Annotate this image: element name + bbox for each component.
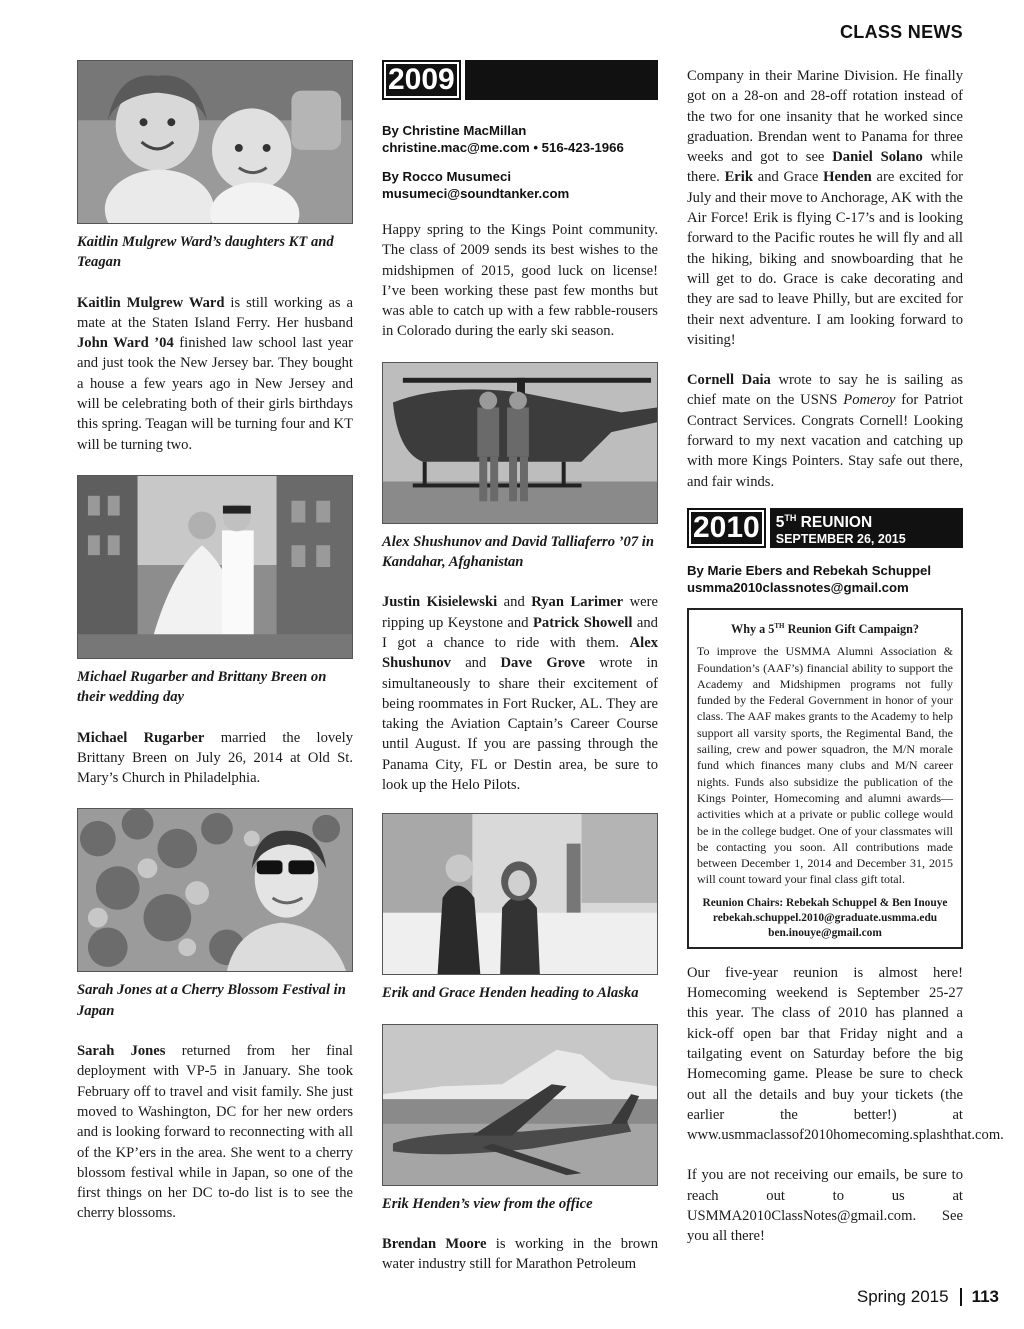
issue-label: Spring 2015 bbox=[856, 1287, 949, 1306]
photo-helicopter bbox=[382, 362, 658, 524]
reunion-label: 5TH REUNION bbox=[775, 512, 873, 532]
paragraph-2009-news: Justin Kisielewski and Ryan Larimer were ripping up Keystone and Patrick Showell and I got a chance to ride with them. Alex Shushunov and Dave Grove wrote in simultaneously to share their excitement of being roommates in Fort Rucker, AL. They are taking the Aviation Captain’s Career Course until August. If you are passing through the Panama City, FL or Destin area, be sure to look up the Helo Pilots. bbox=[382, 594, 658, 794]
byline-musumeci bbox=[382, 168, 658, 202]
gift-campaign-contacts bbox=[697, 896, 953, 941]
chair-email-2: ben.inouye@gmail.com bbox=[768, 926, 882, 939]
year-header-2010 bbox=[687, 508, 963, 548]
chair-email-1: rebekah.schuppel.2010@graduate.usmma.edu bbox=[712, 911, 938, 924]
year-label: 2009 bbox=[382, 60, 461, 100]
paragraph-moore-henden: Company in their Marine Division. He finally got on a 28-on and 28-off rotation instead of the two for one insanity that he worked since graduation. Brendan went to Panama for three weeks and got to see Daniel Solano while there. Erik and Grace Henden are excited for July and their move to Anchorage, AK with the Air Force! Erik is flying C-17’s and is looking forward to the Pacific routes he will fly and all the hiking, biking and snowboarding that he will get to do. Grace is cake decorating and they are sad to leave Philly, but are excited for their next adventure. I am looking forward to visiting! bbox=[687, 68, 964, 348]
year-header-bar bbox=[465, 60, 658, 100]
column-1 bbox=[77, 60, 353, 1244]
year-header-2009 bbox=[382, 60, 658, 100]
gift-campaign-box bbox=[687, 608, 963, 949]
paragraph-brendan-moore: Brendan Moore is working in the brown water industry still for Marathon Petroleum bbox=[382, 1235, 658, 1273]
photo-c17-aircraft bbox=[382, 1024, 658, 1186]
page-footer bbox=[857, 1287, 999, 1307]
reunion-chairs: Reunion Chairs: Rebekah Schuppel & Ben Inouye bbox=[702, 896, 948, 909]
photo-hendens-snow bbox=[382, 813, 658, 975]
year-label: 2010 bbox=[687, 508, 766, 548]
caption-rugarber-wedding: Michael Rugarber and Brittany Breen on their wedding day bbox=[77, 668, 327, 706]
byline-name: By Christine MacMillan bbox=[382, 123, 527, 138]
footer-divider bbox=[960, 1288, 962, 1306]
reunion-banner bbox=[770, 508, 963, 548]
column-3 bbox=[687, 66, 1004, 1267]
paragraph-sarah-jones: Sarah Jones returned from her final deployment with VP-5 in January. She took February off to travel and visit family. She just moved to Washington, DC for her new orders and is looking forward to reconnecting with all of the KP’ers in the area. She went to a cherry blossom festival while in Japan, so one of the first things on her DC to-do list is to see the cherry blossoms. bbox=[77, 1043, 353, 1222]
byline-macmillan bbox=[382, 122, 658, 156]
column-2 bbox=[382, 60, 658, 1295]
paragraph-reunion: Our five-year reunion is almost here! Homecoming weekend is September 25-27 this year. The class of 2010 has planned a kick-off open bar that Friday night and a tailgating event on Saturday before the big Homecoming game. Please be sure to check out all the details and buy your tickets (the earlier the better!) at www.usmmaclassof2010homecoming.splashthat.com. bbox=[687, 964, 1004, 1144]
caption-c17: Erik Henden’s view from the office bbox=[382, 1195, 593, 1212]
photo-sarah-jones bbox=[77, 808, 353, 972]
photo-rugarber-wedding bbox=[77, 475, 353, 659]
byline-name: By Marie Ebers and Rebekah Schuppel bbox=[687, 562, 932, 578]
paragraph-cornell-daia: Cornell Daia wrote to say he is sailing as chief mate on the USNS Pomeroy for Patriot Contract Services. Congrats Cornell! Looking forward to my next vacation and catching up with more Kings Pointers. Stay safe out there, and fair winds. bbox=[687, 372, 963, 490]
photo-ward-daughters bbox=[77, 60, 353, 224]
page-number: 113 bbox=[971, 1287, 999, 1306]
byline-2010 bbox=[687, 562, 963, 596]
section-title: CLASS NEWS bbox=[839, 22, 963, 42]
byline-contact: usmma2010classnotes@gmail.com bbox=[687, 579, 909, 595]
paragraph-ward: Kaitlin Mulgrew Ward is still working as a mate at the Staten Island Ferry. Her husband John Ward ’04 finished law school last year and just took the New Jersey bar. They bought a house a few years ago in New Jersey and will be celebrating both of their girls birthdays this spring. Teagan will be turning four and KT will be turning two. bbox=[77, 294, 353, 453]
byline-name: By Rocco Musumeci bbox=[382, 169, 511, 184]
caption-sarah-jones: Sarah Jones at a Cherry Blossom Festival in Japan bbox=[77, 982, 346, 1019]
caption-ward-daughters: Kaitlin Mulgrew Ward’s daughters KT and Teagan bbox=[77, 234, 334, 271]
gift-campaign-body: To improve the USMMA Alumni Association & Foundation’s (AAF’s) financial ability to support the Academy and Midshipmen programs not fully funded by the Federal Government in honor of your class. The AAF makes grants to the Academy to help support all varsity sports, the Regimental Band, the sailing, crew and power squadron, the M/N morale fund which finances many clubs and M/N career nights. Funds also subsidize the publication of the Kings Pointer, Homecoming and alumni awards—activities which at a private or public college would be in the college budget. One of your classmates will be contacting you soon. All contributions made between December 1, 2014 and December 31, 2015 will count toward your final class gift total. bbox=[697, 644, 953, 887]
paragraph-rugarber: Michael Rugarber married the lovely Brittany Breen on July 26, 2014 at Old St. Mary’s Church in Philadelphia. bbox=[77, 729, 353, 787]
paragraph-emails: If you are not receiving our emails, be sure to reach out to us at USMMA2010ClassNotes@gmail.com. See you all there! bbox=[687, 1167, 963, 1245]
paragraph-2009-intro: Happy spring to the Kings Point community. The class of 2009 sends its best wishes to the midshipmen of 2015, good luck on license! I’ve been working these past few months but was able to catch up with a few rabble-rousers in Colorado during the early ski season. bbox=[382, 222, 658, 340]
reunion-date: SEPTEMBER 26, 2015 bbox=[775, 532, 906, 547]
byline-contact: musumeci@soundtanker.com bbox=[382, 186, 570, 201]
byline-contact: christine.mac@me.com • 516-423-1966 bbox=[382, 140, 624, 155]
caption-helicopter: Alex Shushunov and David Talliaferro ’07 in Kandahar, Afghanistan bbox=[382, 533, 654, 571]
gift-campaign-heading: Why a 5TH Reunion Gift Campaign? bbox=[731, 621, 919, 636]
caption-hendens: Erik and Grace Henden heading to Alaska bbox=[382, 985, 639, 1002]
